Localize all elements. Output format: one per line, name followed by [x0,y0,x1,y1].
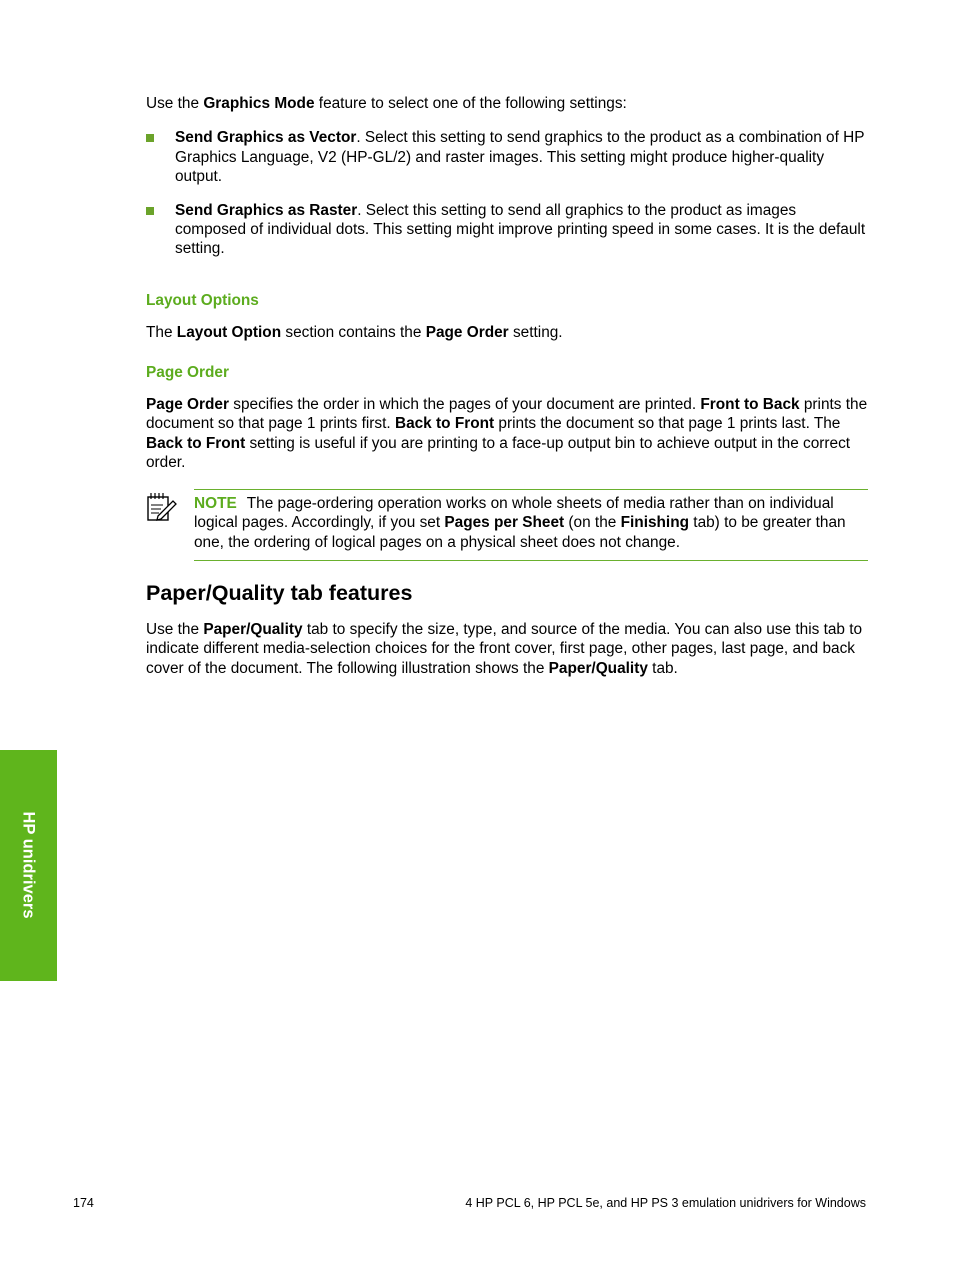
term: Paper/Quality [203,620,303,638]
term: Pages per Sheet [444,514,565,532]
text: setting is useful if you are printing to a face-up output bin to achieve output in the correct order. [146,434,851,472]
term: Back to Front [146,434,246,452]
section-heading-paper-quality: Paper/Quality tab features [146,580,413,605]
term: Front to Back [700,396,800,414]
page-order-heading: Page Order [146,363,229,381]
bullet-item-vector [146,128,868,186]
term-graphics-mode: Graphics Mode [203,95,315,112]
text: Use the [146,620,204,638]
term: Back to Front [394,415,495,433]
term: Paper/Quality [548,659,648,677]
intro-paragraph [146,94,868,113]
text: (on the [564,514,621,532]
bullet-item-raster [146,201,868,259]
side-chapter-tab [0,750,57,981]
text: specifies the order in which the pages of your document are printed. [228,396,701,414]
term: Finishing [620,514,690,532]
bullet-term: Send Graphics as Raster [175,201,358,219]
bullet-square-icon [146,207,154,215]
text: feature to select one of the following settings: [314,95,627,112]
footer-chapter-title: 4 HP PCL 6, HP PCL 5e, and HP PS 3 emulation unidrivers for Windows [465,1196,866,1210]
note-box [194,489,868,561]
text: prints the document so that page 1 prints first. [146,396,868,433]
text: Use the [146,95,204,112]
bullet-square-icon [146,134,154,142]
text: tab. [647,659,678,677]
page-number: 174 [73,1196,94,1210]
text: section contains the [281,324,426,342]
term: Page Order [146,396,229,414]
bullet-term: Send Graphics as Vector [175,129,357,147]
bullet-text: . Select this setting to send all graphics to the product as images composed of individual dots. This setting might improve printing speed in some cases. It is the default setting. [175,201,866,258]
term: Page Order [425,324,509,342]
bullet-text: . Select this setting to send graphics to the product as a combination of HP Graphics Language, V2 (HP-GL/2) and raster images. This setting might produce higher-quality output. [175,129,865,186]
side-tab-label: HP unidrivers [19,811,38,919]
text: tab to specify the size, type, and source of the media. You can also use this tab to indicate different media-selection choices for the front cover, first page, other pages, last page, and back cover of the document. The following illustration shows the [146,620,863,677]
page-order-paragraph [146,395,868,473]
term: Layout Option [176,324,282,342]
page-content [146,94,868,678]
note-pencil-icon [146,491,178,523]
layout-options-heading: Layout Options [146,291,259,309]
text: tab) to be greater than one, the ordering of logical pages on a physical sheet does not change. [194,514,846,551]
note-block [146,489,868,561]
layout-options-paragraph [146,323,868,342]
paper-quality-paragraph [146,620,868,678]
text: The page-ordering operation works on whole sheets of media rather than on individual logical pages. Accordingly, if you set [194,494,834,532]
text: prints the document so that page 1 prints last. The [494,415,841,433]
note-label: NOTE [194,494,237,512]
text: setting. [508,324,563,342]
text: The [146,324,177,342]
